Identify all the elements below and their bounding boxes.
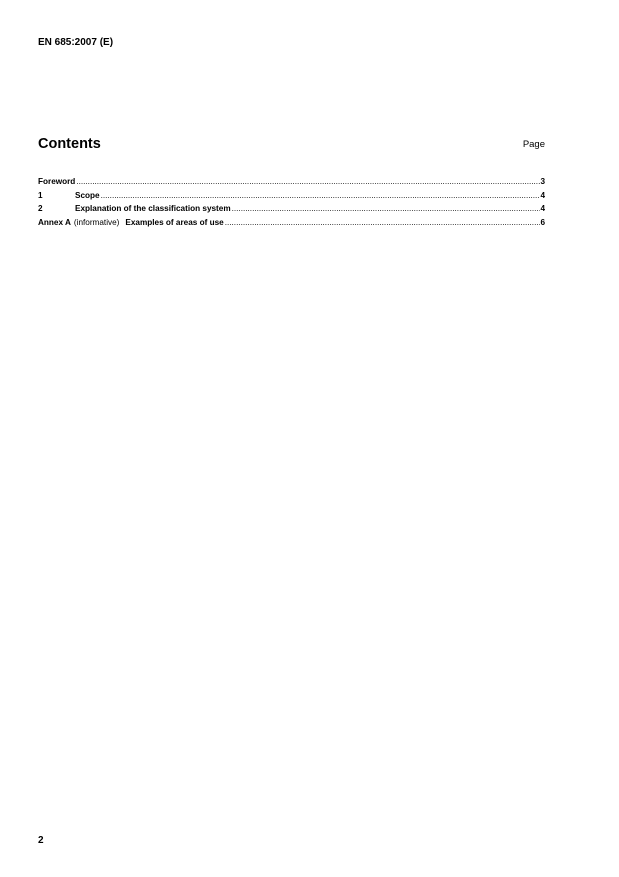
toc-entry-classification-system[interactable] (38, 202, 545, 216)
toc-annex-prefix: Annex A (38, 217, 71, 227)
toc-annex-note: (informative) (73, 217, 120, 227)
toc-entry-number: 2 (38, 204, 43, 213)
toc-leader-dots (75, 175, 540, 189)
toc-annex-title: Examples of areas of use (125, 217, 224, 227)
toc-entry-page: 6 (540, 217, 545, 227)
toc-entry-title: Scope (75, 190, 100, 200)
toc-entry-title: Foreword (38, 177, 76, 186)
toc-entry-number: 1 (38, 190, 43, 200)
toc-entry-page: 3 (540, 177, 545, 186)
toc-entry-foreword[interactable] (38, 175, 545, 189)
toc-entry-page: 4 (540, 190, 545, 200)
page-column-label: Page (522, 139, 545, 150)
toc-leader-dots (100, 189, 541, 203)
page-number: 2 (38, 835, 44, 846)
toc-entry-title: Explanation of the classification system (75, 204, 231, 213)
toc-entry-page: 4 (540, 204, 545, 213)
contents-heading: Contents (38, 136, 101, 152)
toc-leader-dots (224, 216, 541, 230)
toc-entry-annex-a[interactable] (38, 216, 545, 230)
document-header: EN 685:2007 (E) (38, 37, 114, 48)
toc-entry-scope[interactable] (38, 189, 545, 203)
toc-leader-dots (231, 202, 541, 216)
table-of-contents (38, 175, 545, 229)
